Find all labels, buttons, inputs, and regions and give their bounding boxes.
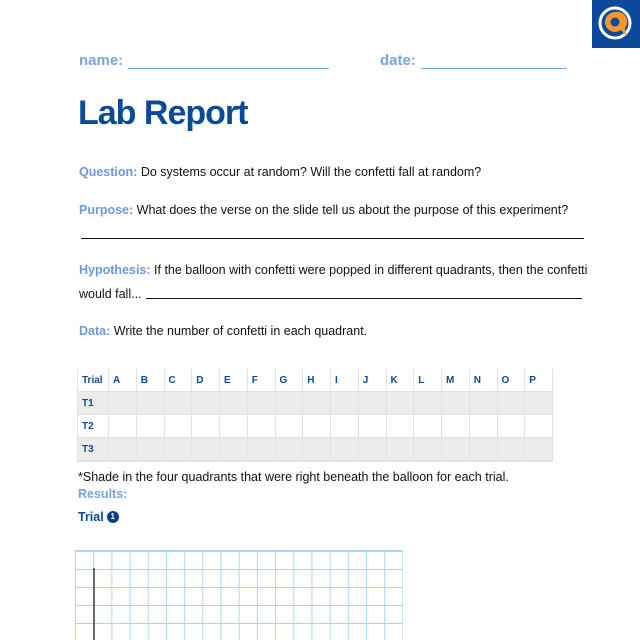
data-cell[interactable] bbox=[303, 415, 331, 438]
question-section bbox=[79, 165, 481, 179]
header-fields bbox=[79, 51, 599, 71]
data-cell[interactable] bbox=[136, 392, 164, 415]
hypothesis-text: If the balloon with confetti were popped in different quadrants, then the confetti bbox=[154, 263, 588, 277]
table-row bbox=[78, 415, 553, 438]
question-label: Question: bbox=[79, 165, 138, 179]
data-cell[interactable] bbox=[358, 392, 386, 415]
data-cell[interactable] bbox=[469, 415, 497, 438]
data-cell[interactable] bbox=[164, 415, 192, 438]
col-header: E bbox=[220, 369, 248, 392]
data-cell[interactable] bbox=[220, 392, 248, 415]
col-header: D bbox=[192, 369, 220, 392]
data-cell[interactable] bbox=[247, 392, 275, 415]
data-cell[interactable] bbox=[525, 415, 553, 438]
data-cell[interactable] bbox=[386, 415, 414, 438]
name-label: name: bbox=[79, 52, 124, 69]
data-cell[interactable] bbox=[442, 415, 470, 438]
confetti-data-table bbox=[77, 369, 553, 462]
name-field[interactable] bbox=[128, 68, 329, 69]
col-header: M bbox=[442, 369, 470, 392]
data-cell[interactable] bbox=[414, 415, 442, 438]
data-cell[interactable] bbox=[525, 438, 553, 462]
purpose-section bbox=[79, 203, 568, 217]
table-row bbox=[78, 438, 553, 462]
data-cell[interactable] bbox=[358, 415, 386, 438]
data-cell[interactable] bbox=[192, 415, 220, 438]
shading-note: *Shade in the four quadrants that were right beneath the balloon for each trial. bbox=[78, 470, 509, 484]
trial-label: Trial bbox=[78, 510, 104, 524]
table-row bbox=[78, 392, 553, 415]
col-header: C bbox=[164, 369, 192, 392]
hypothesis-section bbox=[79, 263, 587, 277]
data-cell[interactable] bbox=[136, 415, 164, 438]
data-cell[interactable] bbox=[109, 392, 137, 415]
q-speech-bubble-logo-icon bbox=[592, 0, 640, 48]
data-cell[interactable] bbox=[247, 438, 275, 462]
graph-axis-line bbox=[93, 568, 95, 640]
data-cell[interactable] bbox=[192, 392, 220, 415]
row-label: T3 bbox=[78, 438, 109, 462]
data-section bbox=[79, 324, 367, 338]
data-cell[interactable] bbox=[331, 392, 359, 415]
data-cell[interactable] bbox=[275, 392, 303, 415]
data-cell[interactable] bbox=[303, 392, 331, 415]
data-cell[interactable] bbox=[525, 392, 553, 415]
trial-heading bbox=[78, 510, 119, 524]
col-header: A bbox=[109, 369, 137, 392]
table-header-row bbox=[78, 369, 553, 392]
col-header: P bbox=[525, 369, 553, 392]
data-cell[interactable] bbox=[497, 392, 525, 415]
data-cell[interactable] bbox=[164, 392, 192, 415]
data-cell[interactable] bbox=[275, 438, 303, 462]
data-cell[interactable] bbox=[386, 392, 414, 415]
col-header-trial: Trial bbox=[78, 369, 109, 392]
page-title: Lab Report bbox=[78, 94, 248, 132]
data-cell[interactable] bbox=[331, 415, 359, 438]
row-label: T1 bbox=[78, 392, 109, 415]
date-label: date: bbox=[380, 52, 416, 69]
col-header: K bbox=[386, 369, 414, 392]
hypothesis-answer-line[interactable] bbox=[146, 298, 582, 299]
data-label: Data: bbox=[79, 324, 111, 338]
purpose-answer-line[interactable] bbox=[81, 238, 584, 239]
hypothesis-text-line2: would fall... bbox=[79, 287, 142, 301]
data-cell[interactable] bbox=[442, 438, 470, 462]
col-header: N bbox=[469, 369, 497, 392]
data-cell[interactable] bbox=[358, 438, 386, 462]
purpose-label: Purpose: bbox=[79, 203, 134, 217]
date-field[interactable] bbox=[421, 68, 567, 69]
hypothesis-line2 bbox=[79, 287, 142, 301]
results-graph-grid[interactable] bbox=[75, 550, 403, 640]
data-cell[interactable] bbox=[275, 415, 303, 438]
data-cell[interactable] bbox=[386, 438, 414, 462]
data-cell[interactable] bbox=[164, 438, 192, 462]
col-header: I bbox=[331, 369, 359, 392]
data-cell[interactable] bbox=[220, 415, 248, 438]
col-header: B bbox=[136, 369, 164, 392]
data-cell[interactable] bbox=[109, 415, 137, 438]
trial-number-badge: 1 bbox=[107, 511, 119, 523]
hypothesis-label: Hypothesis: bbox=[79, 263, 151, 277]
data-cell[interactable] bbox=[220, 438, 248, 462]
data-cell[interactable] bbox=[331, 438, 359, 462]
results-label: Results: bbox=[78, 487, 128, 501]
data-cell[interactable] bbox=[497, 438, 525, 462]
col-header: F bbox=[247, 369, 275, 392]
data-text: Write the number of confetti in each quadrant. bbox=[113, 324, 368, 338]
col-header: L bbox=[414, 369, 442, 392]
col-header: H bbox=[303, 369, 331, 392]
data-cell[interactable] bbox=[497, 415, 525, 438]
table-body bbox=[78, 392, 553, 462]
brand-logo bbox=[592, 0, 640, 48]
question-text: Do systems occur at random? Will the confetti fall at random? bbox=[140, 165, 482, 179]
data-cell[interactable] bbox=[192, 438, 220, 462]
data-cell[interactable] bbox=[109, 438, 137, 462]
data-cell[interactable] bbox=[247, 415, 275, 438]
row-label: T2 bbox=[78, 415, 109, 438]
data-cell[interactable] bbox=[303, 438, 331, 462]
data-cell[interactable] bbox=[442, 392, 470, 415]
data-cell[interactable] bbox=[469, 438, 497, 462]
col-header: O bbox=[497, 369, 525, 392]
data-cell[interactable] bbox=[469, 392, 497, 415]
data-cell[interactable] bbox=[414, 438, 442, 462]
col-header: G bbox=[275, 369, 303, 392]
data-cell[interactable] bbox=[136, 438, 164, 462]
purpose-text: What does the verse on the slide tell us about the purpose of this experiment? bbox=[136, 203, 569, 217]
data-cell[interactable] bbox=[414, 392, 442, 415]
col-header: J bbox=[358, 369, 386, 392]
